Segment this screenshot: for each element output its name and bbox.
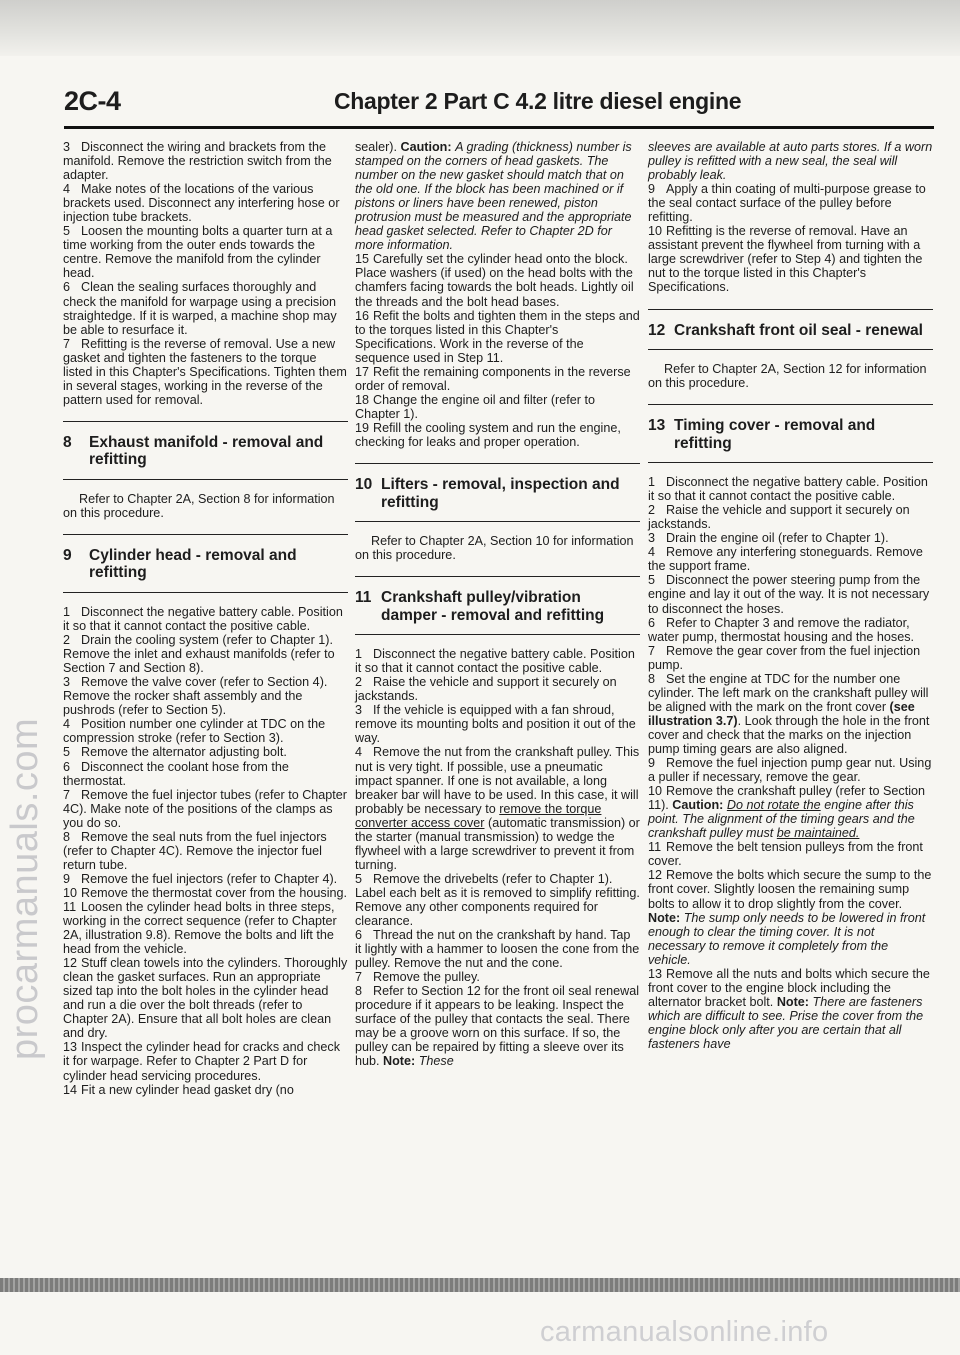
section-heading-11: 11 Crankshaft pulley/vibration damper - removal and refitting [355, 576, 640, 635]
step-item: 14 Fit a new cylinder head gasket dry (no [63, 1082, 294, 1097]
step-item: 5 Remove the alternator adjusting bolt. [63, 745, 287, 760]
step-item: 3 Drain the engine oil (refer to Chapter 1). [648, 531, 889, 546]
step-item: 8 Remove the seal nuts from the fuel injectors (refer to Chapter 4C). Remove the injector fuel return tube. [63, 829, 327, 872]
step-item: 17 Refit the remaining components in the reverse order of removal. [355, 364, 631, 393]
section-heading-10: 10 Lifters - removal, inspection and refitting [355, 463, 640, 522]
section-heading-13: 13 Timing cover - removal and refitting [648, 404, 933, 463]
step-item: 3 If the vehicle is equipped with a fan shroud, remove its mounting bolts and position it out of the way. [355, 703, 636, 746]
step-item: 9 Remove the fuel injectors (refer to Chapter 4). [63, 871, 338, 886]
section-heading-9: 9 Cylinder head - removal and refitting [63, 534, 348, 593]
step-item: 11 Remove the belt tension pulleys from the front cover. [648, 840, 923, 869]
section-heading-12: 12 Crankshaft front oil seal - renewal [648, 309, 933, 351]
step-item: 18 Change the engine oil and filter (refer to Chapter 1). [355, 392, 595, 421]
step-item: 8 Set the engine at TDC for the number one cylinder. The left mark on the crankshaft pulley will be aligned with the mark on the front cover (see illustration 3.7). Look through the hole in the front cover and check that the marks on the injection pump timing gears are also aligned. [648, 671, 930, 756]
step-item: 12 Remove the bolts which secure the sump to the front cover. Slightly loosen the remaining sump bolts to allow it to drop slightly from the cover. Note: The sump only needs to be lowered in front enough to clear the timing cover. It is not necessary to remove it completely from the vehicle. [648, 868, 932, 967]
section-heading-8: 8 Exhaust manifold - removal and refitting [63, 421, 348, 480]
step-item: 10 Remove the thermostat cover from the housing. [63, 885, 348, 900]
step-item: 5 Loosen the mounting bolts a quarter turn at a time working from the outer ends towards the centre. Remove the manifold from the cylinder head. [63, 224, 333, 281]
step-item: 6 Thread the nut on the crankshaft by hand. Tap it lightly with a hammer to loosen the cone from the pulley. Remove the nut and the cone. [355, 928, 640, 971]
step-item: 10 Refitting is the reverse of removal. Have an assistant prevent the flywheel from turning with a large screwdriver (refer to Step 4) and tighten the nut to the torque listed in this Chapter's Specifications. [648, 224, 923, 295]
step-item: 19 Refill the cooling system and run the engine, checking for leaks and proper operation. [355, 420, 621, 449]
bottom-watermark: carmanualsonline.info [540, 1316, 829, 1348]
step-item: 9 Apply a thin coating of multi-purpose grease to the seal contact surface of the pulley before refitting. [648, 182, 926, 225]
step-item: sealer). Caution: A grading (thickness) number is stamped on the corners of head gaskets. The number on the new gasket should match that on the old one. If the block has been machined or if pistons or liners have been renewed, piston protrusion must be measured and the appropriate head gasket selected. Refer to Chapter 2D for more information. [355, 140, 632, 253]
page-number: 2C-4 [64, 86, 121, 116]
step-item: 13 Inspect the cylinder head for cracks and check it for warpage. Refer to Chapter 2 Part D for cylinder head servicing procedures. [63, 1040, 341, 1083]
header-rule [64, 126, 934, 129]
steps-list-a [63, 140, 348, 407]
side-watermark: procarmanuals.com [4, 717, 46, 1060]
chapter-title: Chapter 2 Part C 4.2 litre diesel engine [334, 88, 742, 114]
step-item: 7 Remove the pulley. [355, 970, 480, 985]
note-label: Note: [383, 1054, 416, 1069]
step-item: 16 Refit the bolts and tighten them in the steps and to the torques listed in this Chapter's Specifications. Work in the reverse of the sequence used in Step 11. [355, 308, 640, 365]
step-item: 4 Make notes of the locations of the various brackets used. Disconnect any interfering hose or injection tube brackets. [63, 182, 340, 225]
step-item: 15 Carefully set the cylinder head onto the block. Place washers (if used) on the head bolts with the chamfers facing towards the bolt heads. Lightly oil the threads and the bolt head bases. [355, 252, 634, 309]
page-header [64, 86, 934, 126]
step-item: 2 Raise the vehicle and support it securely on jackstands. [648, 503, 910, 532]
step-item: 10 Remove the crankshaft pulley (refer to Section 11). Caution: Do not rotate the engine after this point. The alignment of the timing gears and the crankshaft pulley must be maintained. [648, 784, 926, 841]
step-item: 12 Stuff clean towels into the cylinders. Thoroughly clean the gasket surfaces. Run an appropriate sized tap into the bolt holes in the cylinder head and run a die over the bolt threads (refer to Chapter 2A). Ensure that all bolt holes are clean and dry. [63, 956, 348, 1041]
step-item: 1 Disconnect the negative battery cable. Position it so that it cannot contact the positive cable. [355, 647, 635, 676]
step-item: 5 Remove the drivebelts (refer to Chapter 1). Label each belt as it is removed to simplify refitting. Remove any other components required for clearance. [355, 871, 640, 929]
caution-label: Caution: [400, 140, 452, 154]
note-label: Note: [776, 994, 809, 1009]
step-item: 7 Remove the fuel injector tubes (refer to Chapter 4C). Make note of the positions of the clamps as you do so. [63, 787, 347, 830]
column-3 [648, 140, 933, 1051]
column-2 [355, 140, 640, 1069]
section-8-reference: Refer to Chapter 2A, Section 8 for information on this procedure. [63, 491, 335, 520]
step-item: 1 Disconnect the negative battery cable. Position it so that it cannot contact the positive cable. [648, 475, 928, 504]
step-item: 3 Remove the valve cover (refer to Section 4). Remove the rocker shaft assembly and the pushrods (refer to Section 5). [63, 675, 328, 718]
step-item: 5 Disconnect the power steering pump from the engine and lay it out of the way. It is not necessary to disconnect the hoses. [648, 573, 930, 616]
caution-label: Caution: [672, 798, 724, 813]
steps-list-b [63, 605, 348, 1097]
scan-bottom-band [0, 1278, 960, 1292]
note-label: Note: [648, 910, 681, 925]
step-item: 13 Remove all the nuts and bolts which secure the front cover to the engine block including the alternator bracket bolt. Note: There are fasteners which are difficult to see. Prise the cover from the engine block only after you are certain that all fasteners have [648, 966, 930, 1051]
step-item: 7 Remove the gear cover from the fuel injection pump. [648, 643, 921, 672]
step-item: 4 Position number one cylinder at TDC on the compression stroke (refer to Section 3). [63, 717, 326, 746]
scan-top-band [0, 0, 960, 56]
step-item: 9 Remove the fuel injection pump gear nut. Using a puller if necessary, remove the gear. [648, 756, 932, 785]
column-1 [63, 140, 348, 1097]
section-12-reference: Refer to Chapter 2A, Section 12 for information on this procedure. [648, 362, 927, 391]
step-item: 8 Refer to Section 12 for the front oil seal renewal procedure if it appears to be leaking. Inspect the surface of the pulley that contacts the seal. There may be a groove worn on this surface. If so, the pulley can be repaired by fitting a sleeve over its hub. Note: These [355, 984, 640, 1069]
step-item: 1 Disconnect the negative battery cable. Position it so that it cannot contact the positive cable. [63, 604, 343, 634]
step-item: 4 Remove the nut from the crankshaft pulley. This nut is very tight. If possible, use a pneumatic impact spanner. If one is not available, a long breaker bar will have to be used. In this case, it will probably be necessary to remove the torque converter access cover (automatic transmission) or the starter (manual transmission) to wedge the flywheel with a large screwdriver to prevent it from turning. [355, 745, 640, 872]
step-item: 6 Clean the sealing surfaces thoroughly and check the manifold for warpage using a precision straightedge. If it is warped, a machine shop may be able to resurface it. [63, 280, 337, 337]
step-item: 4 Remove any interfering stoneguards. Remove the support frame. [648, 545, 923, 574]
step-item: 3 Disconnect the wiring and brackets from the manifold. Remove the restriction switch from the adapter. [63, 140, 332, 183]
step-item: 7 Refitting is the reverse of removal. Use a new gasket and tighten the fasteners to the torque listed in this Chapter's Specifications. Tighten them in several stages, working in the reverse of the pattern used for removal. [63, 336, 347, 407]
step-item: 6 Disconnect the coolant hose from the thermostat. [63, 759, 289, 788]
note-continuation: sleeves are available at auto parts stores. If a worn pulley is refitted with a new seal, the seal will probably leak. [648, 140, 933, 183]
step-item: 2 Raise the vehicle and support it securely on jackstands. [355, 675, 617, 704]
step-item: 6 Refer to Chapter 3 and remove the radiator, water pump, thermostat housing and the hoses. [648, 615, 915, 644]
section-10-reference: Refer to Chapter 2A, Section 10 for information on this procedure. [355, 534, 634, 563]
step-item: 2 Drain the cooling system (refer to Chapter 1). Remove the inlet and exhaust manifolds (refer to Section 7 and Section 8). [63, 633, 335, 676]
step-item: 11 Loosen the cylinder head bolts in three steps, working in the correct sequence (refer to Chapter 2A, illustration 9.8). Remove the bolts and lift the head from the vehicle. [63, 899, 337, 957]
